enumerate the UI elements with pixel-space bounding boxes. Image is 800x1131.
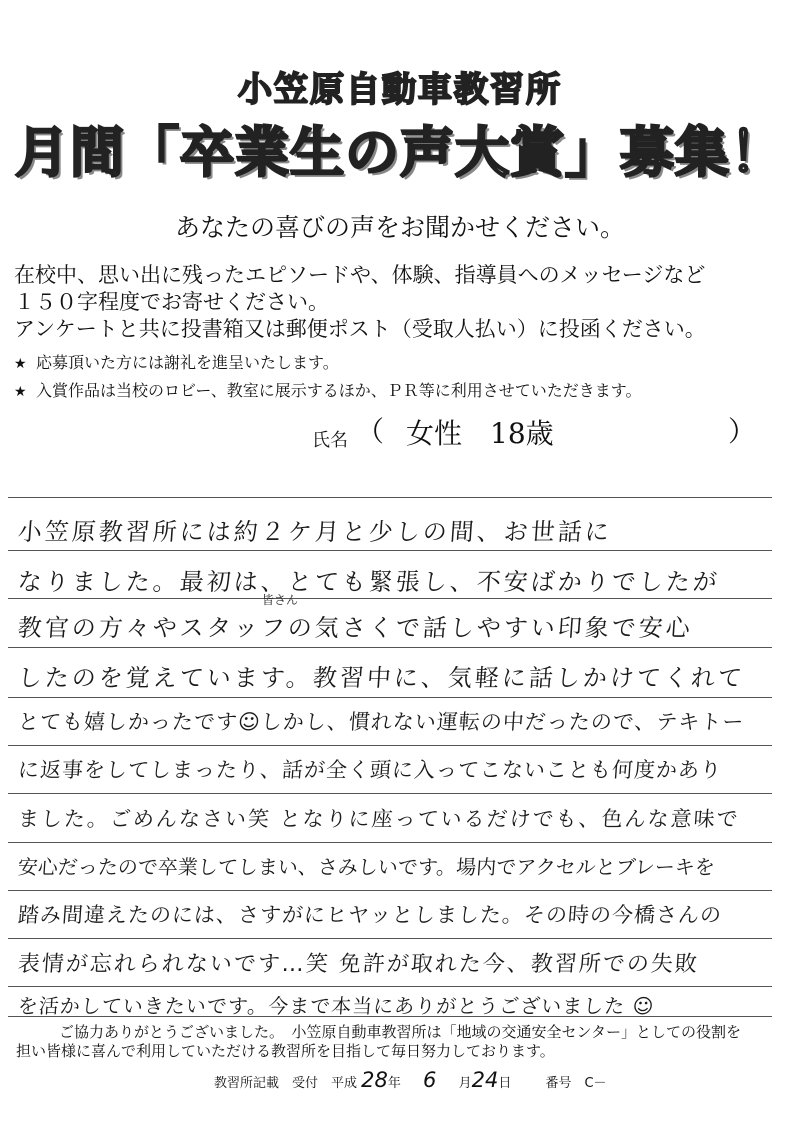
instruction-line: １５０字程度でお寄せください。 [14,290,329,314]
instruction-line: 在校中、思い出に残ったエピソードや、体験、指導員へのメッセージなど [14,263,706,287]
ruled-line [8,497,772,498]
message-line: したのを覚えています。教習中に、気軽に話しかけてくれて [16,664,746,692]
note-text: 応募頂いた方には謝礼を進呈いたします。 [36,353,339,372]
school-name-title: 小笠原自動車教習所 [238,70,562,110]
message-line: 小笠原教習所には約２ケ月と少しの間、お世話に [16,518,613,546]
ruled-line [8,890,772,891]
message-line: を活かしていきたいです。今まで本当にありがとうございました ☺ [17,994,656,1018]
message-line: 教官の方々やスタッフの気さくで話しやすい印象で安心 [16,614,694,642]
note-reward [14,350,339,373]
note-text: 入賞作品は当校のロビー、教室に展示するほか、ＰＲ等に利用させていただきます。 [36,381,642,400]
ruled-line [8,938,772,939]
record-month-unit: 月 [458,1076,472,1091]
ruled-line [8,986,772,987]
record-year: 28 [361,1068,388,1092]
record-day: 24 [471,1068,499,1092]
footer-line: 担い皆様に喜んで利用していただける教習所を目指して毎日努力しております。 [16,1042,555,1060]
message-line: ました。ごめんなさい笑 となりに座っているだけでも、色んな意味で [17,807,741,831]
campaign-title: 月間「卒業生の声大賞」募集！ [15,121,785,184]
record-label: 教習所記載 受付 平成 [214,1076,358,1091]
name-field-value: 女性 18歳 [406,417,554,450]
subtitle: あなたの喜びの声をお聞かせください。 [174,213,625,242]
ruled-line [8,697,772,698]
instruction-line: アンケートと共に投書箱又は郵便ポスト（受取人払い）に投函ください。 [14,317,706,341]
ruled-line [8,793,772,794]
footer-line: ご協力ありがとうございました。 小笠原自動車教習所は「地域の交通安全センター」としての役割を [59,1023,741,1041]
ruled-line [8,647,772,648]
star-icon: ★ [14,384,27,400]
message-line: に返事をしてしまったり、話が全く頭に入ってこないことも何度かあり [17,758,723,782]
office-record [214,1068,607,1092]
note-usage [14,378,641,401]
record-number-label: 番号 C－ [545,1076,607,1091]
message-line: 表情が忘れられないです…笑 免許が取れた今、教習所での失敗 [16,952,700,977]
name-close-paren: ） [728,415,757,448]
message-line: 踏み間違えたのには、さすがにヒヤッとしました。その時の今橋さんの [17,903,723,927]
ruled-line [8,598,772,599]
name-label: 氏名 [312,430,348,451]
star-icon: ★ [14,356,27,372]
message-line: なりました。最初は、とても緊張し、不安ばかりでしたが [16,568,721,596]
name-open-paren: （ [356,415,385,448]
record-day-unit: 日 [498,1076,512,1091]
record-year-unit: 年 [387,1076,401,1091]
message-line: とても嬉しかったです☺しかし、慣れない運転の中だったので、テキトー [17,710,746,734]
record-month: 6 [423,1068,437,1092]
ruled-line [8,550,772,551]
message-line: 安心だったので卒業してしまい、さみしいです。場内でアクセルとブレーキを [17,855,716,879]
ruled-line [8,842,772,843]
insertion-note: 皆さん [262,593,299,607]
ruled-line [8,745,772,746]
